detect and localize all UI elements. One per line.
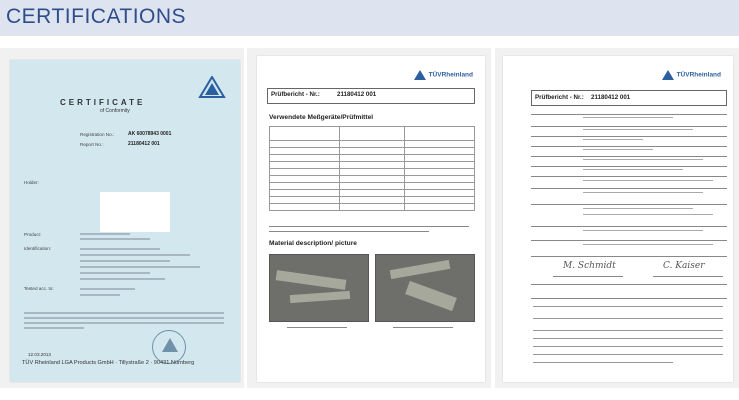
material-photo-1 bbox=[269, 254, 369, 322]
product-label: Product: bbox=[24, 232, 42, 237]
certificate-thumbnail[interactable] bbox=[0, 48, 244, 388]
holder-label: Holder: bbox=[24, 180, 39, 185]
certificate-title: CERTIFICATE bbox=[60, 98, 146, 107]
report-page-3-thumbnail[interactable] bbox=[495, 48, 739, 388]
report-label: Report No.: bbox=[80, 142, 104, 147]
tuv-logo bbox=[198, 76, 226, 103]
tuv-logo: TÜVRheinland bbox=[414, 70, 473, 80]
certificate-subtitle: of Conformity bbox=[100, 108, 130, 114]
issuer-line: TÜV Rheinland LGA Products GmbH · Tillystraße 2 · 90431 Nürnberg bbox=[22, 360, 195, 366]
material-photo-2 bbox=[375, 254, 475, 322]
report-label: Prüfbericht - Nr.: bbox=[535, 94, 584, 101]
tested-label: Tested acc. to: bbox=[24, 286, 54, 291]
report-document-3 bbox=[503, 56, 733, 382]
material-section-title: Material description/ picture bbox=[269, 240, 357, 247]
tuv-logo: TÜVRheinland bbox=[662, 70, 721, 80]
section-title: CERTIFICATIONS bbox=[6, 5, 187, 28]
report-header-box bbox=[531, 90, 727, 106]
signature-1: M. Schmidt bbox=[563, 261, 616, 271]
identification-label: Identification: bbox=[24, 246, 52, 251]
signature-2: C. Kaiser bbox=[663, 261, 705, 271]
report-number: 21180412 001 bbox=[591, 94, 631, 101]
equipment-section-title: Verwendete Meßgeräte/Prüfmittel bbox=[269, 114, 374, 121]
redacted-holder bbox=[100, 192, 170, 232]
report-number: 21180412 001 bbox=[337, 91, 377, 98]
certificate-document bbox=[10, 60, 240, 382]
report-document-2 bbox=[257, 56, 485, 382]
report-label: Prüfbericht - Nr.: bbox=[271, 91, 320, 98]
report-number: 21180412 001 bbox=[128, 141, 160, 147]
registration-label: Registration No.: bbox=[80, 132, 115, 137]
report-page-2-thumbnail[interactable] bbox=[247, 48, 491, 388]
certificate-date: 12.03.2013 bbox=[28, 352, 51, 357]
equipment-table bbox=[269, 126, 475, 211]
certification-seal bbox=[152, 330, 186, 364]
section-header bbox=[0, 0, 739, 36]
registration-number: AK 60078943 0001 bbox=[128, 131, 172, 137]
